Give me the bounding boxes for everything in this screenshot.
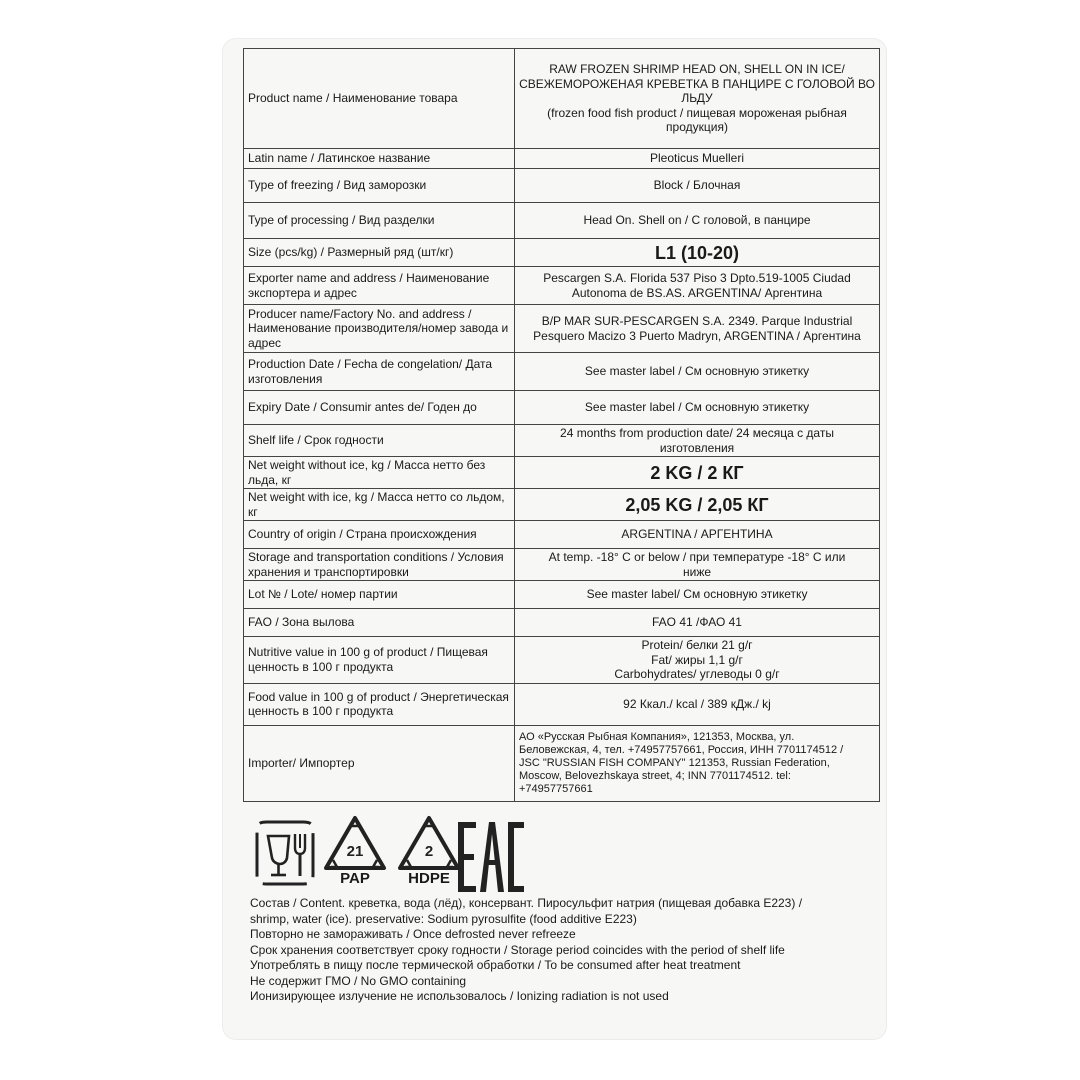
spec-value bbox=[515, 353, 880, 391]
spec-value-line: АО «Русская Рыбная Компания», 121353, Москва, ул. bbox=[519, 730, 795, 743]
spec-key: FAO / Зона вылова bbox=[244, 609, 515, 637]
table-row bbox=[244, 489, 880, 521]
spec-key: Producer name/Factory No. and address / Наименование производителя/номер завода и адрес bbox=[244, 305, 515, 353]
spec-value-line: RAW FROZEN SHRIMP HEAD ON, SHELL ON IN ICE/ bbox=[549, 62, 845, 77]
spec-value-line: Pescargen S.A. Florida 537 Piso 3 Dpto.519-1005 Ciudad bbox=[543, 271, 851, 285]
spec-value bbox=[515, 489, 880, 521]
spec-value-line: See master label / См основную этикетку bbox=[584, 364, 810, 379]
table-row bbox=[244, 203, 880, 239]
table-row bbox=[244, 239, 880, 267]
note-line: Употреблять в пищу после термической обработки / To be consumed after heat treatment bbox=[250, 958, 741, 972]
spec-key: Net weight with ice, kg / Масса нетто со льдом, кг bbox=[244, 489, 515, 521]
spec-value-line: +74957757661 bbox=[519, 782, 593, 795]
table-row bbox=[244, 637, 880, 684]
spec-value bbox=[515, 549, 880, 581]
note-line: Срок хранения соответствует сроку годности / Storage period coincides with the period of shelf life bbox=[250, 942, 785, 957]
recycle-hdpe-caption: HDPE bbox=[408, 870, 450, 887]
table-row bbox=[244, 149, 880, 169]
spec-value bbox=[515, 49, 880, 149]
spec-value-line: See master label/ См основную этикетку bbox=[586, 587, 808, 602]
spec-value-line: Moscow, Belovezhskaya street, 4; INN 7701174512. tel: bbox=[519, 769, 791, 782]
spec-value-line: See master label / См основную этикетку bbox=[584, 400, 810, 415]
food-contact-glass-fork-icon bbox=[253, 818, 317, 893]
product-spec-table bbox=[243, 48, 880, 802]
spec-key: Storage and transportation conditions / Условия хранения и транспортировки bbox=[244, 549, 515, 581]
spec-value-line: (frozen food fish product / пищевая мороженая рыбная bbox=[547, 105, 847, 120]
spec-value bbox=[515, 637, 880, 684]
spec-key: Importer/ Импортер bbox=[244, 725, 515, 801]
spec-value bbox=[515, 609, 880, 637]
spec-key: Country of origin / Страна происхождения bbox=[244, 521, 515, 549]
spec-value bbox=[515, 267, 880, 305]
spec-value-line: ЛЬДУ bbox=[681, 91, 713, 106]
spec-value bbox=[515, 305, 880, 353]
note-line: Не содержит ГМО / No GMO containing bbox=[250, 973, 467, 988]
spec-key: Latin name / Латинское название bbox=[244, 149, 515, 169]
spec-value-line: Pleoticus Muelleri bbox=[649, 151, 745, 166]
spec-key: Type of freezing / Вид заморозки bbox=[244, 169, 515, 203]
table-row bbox=[244, 267, 880, 305]
spec-value-line: Head On. Shell on / С головой, в панцире bbox=[583, 213, 811, 228]
note-line: Ионизирующее излучение не использовалось / Ionizing radiation is not used bbox=[250, 989, 669, 1003]
spec-value-line: B/P MAR SUR-PESCARGEN S.A. 2349. Parque Industrial bbox=[541, 314, 853, 328]
spec-value bbox=[515, 457, 880, 489]
spec-key: Shelf life / Срок годности bbox=[244, 425, 515, 457]
recycle-pap-caption: PAP bbox=[340, 870, 370, 887]
table-row bbox=[244, 49, 880, 149]
spec-value-line: Fat/ жиры 1,1 g/г bbox=[651, 652, 743, 667]
spec-value-line: СВЕЖЕМОРОЖЕНАЯ КРЕВЕТКА В ПАНЦИРЕ С ГОЛОВОЙ ВО bbox=[519, 76, 875, 91]
spec-key: Lot № / Lote/ номер партии bbox=[244, 581, 515, 609]
spec-value bbox=[515, 683, 880, 725]
spec-value-line: L1 (10-20) bbox=[654, 242, 740, 263]
spec-value-line: продукция) bbox=[666, 120, 728, 135]
table-row bbox=[244, 457, 880, 489]
spec-value-line: Pesquero Macizo 3 Puerto Madryn, ARGENTINA / Аргентина bbox=[533, 328, 861, 343]
spec-value bbox=[515, 149, 880, 169]
spec-value-line: изготовления bbox=[659, 440, 735, 455]
spec-key: Food value in 100 g of product / Энергетическая ценность в 100 г продукта bbox=[244, 683, 515, 725]
table-row bbox=[244, 353, 880, 391]
label-notes bbox=[250, 896, 880, 1005]
note-line: shrimp, water (ice). preservative: Sodium pyrosulfite (food additive E223) bbox=[250, 911, 637, 926]
spec-value-line: 92 Ккал./ kcal / 389 кДж./ kj bbox=[623, 696, 771, 711]
certification-icons-row bbox=[248, 814, 878, 900]
table-row bbox=[244, 425, 880, 457]
table-row bbox=[244, 521, 880, 549]
recycle-pap-icon bbox=[322, 814, 388, 887]
spec-value bbox=[515, 169, 880, 203]
table-row bbox=[244, 725, 880, 801]
spec-value-line: 2,05 KG / 2,05 КГ bbox=[625, 494, 769, 515]
recycle-hdpe-icon bbox=[396, 814, 462, 887]
note-line: Повторно не замораживать / Once defrosted never refreeze bbox=[250, 927, 576, 941]
spec-value bbox=[515, 521, 880, 549]
spec-value-line: ниже bbox=[682, 564, 712, 579]
spec-value-line: At temp. -18° C or below / при температуре -18° C или bbox=[548, 550, 846, 564]
spec-value-line: Autonoma de BS.AS. ARGENTINA/ Аргентина bbox=[571, 285, 823, 300]
spec-value bbox=[515, 425, 880, 457]
spec-value bbox=[515, 581, 880, 609]
note-line: Состав / Content. креветка, вода (лёд), консервант. Пиросульфит натрия (пищевая добавка E223) / bbox=[250, 896, 803, 910]
eac-mark-icon bbox=[456, 820, 526, 899]
spec-key: Production Date / Fecha de congelation/ Дата изготовления bbox=[244, 353, 515, 391]
table-row bbox=[244, 305, 880, 353]
spec-value-line: Беловежская, 4, тел. +74957757661, Россия, ИНН 7701174512 / bbox=[519, 743, 844, 756]
spec-value-line: 24 months from production date/ 24 месяца с даты bbox=[560, 426, 834, 440]
spec-value-line: Carbohydrates/ углеводы 0 g/г bbox=[614, 667, 780, 681]
table-row bbox=[244, 391, 880, 425]
spec-key: Net weight without ice, kg / Масса нетто без льда, кг bbox=[244, 457, 515, 489]
spec-value-line: 2 KG / 2 КГ bbox=[650, 462, 744, 483]
spec-key: Expiry Date / Consumir antes de/ Годен до bbox=[244, 391, 515, 425]
spec-value-line: Protein/ белки 21 g/г bbox=[641, 638, 753, 652]
recycle-hdpe-number: 2 bbox=[424, 843, 434, 860]
recycle-pap-number: 21 bbox=[346, 843, 364, 860]
table-row bbox=[244, 549, 880, 581]
spec-value bbox=[515, 239, 880, 267]
spec-value-line: FAO 41 /ФАО 41 bbox=[652, 615, 742, 630]
table-row bbox=[244, 609, 880, 637]
spec-key: Exporter name and address / Наименование экспортера и адрес bbox=[244, 267, 515, 305]
spec-value bbox=[515, 203, 880, 239]
spec-key: Product name / Наименование товара bbox=[244, 49, 515, 149]
spec-key: Type of processing / Вид разделки bbox=[244, 203, 515, 239]
table-row bbox=[244, 683, 880, 725]
spec-value bbox=[515, 725, 880, 801]
spec-value bbox=[515, 391, 880, 425]
spec-value-line: Block / Блочная bbox=[653, 178, 741, 193]
table-row bbox=[244, 169, 880, 203]
spec-value-line: JSC "RUSSIAN FISH COMPANY" 121353, Russian Federation, bbox=[519, 756, 830, 769]
spec-key: Nutritive value in 100 g of product / Пищевая ценность в 100 г продукта bbox=[244, 637, 515, 684]
spec-value-line: ARGENTINA / АРГЕНТИНА bbox=[621, 527, 773, 542]
spec-key: Size (pcs/kg) / Размерный ряд (шт/кг) bbox=[244, 239, 515, 267]
table-row bbox=[244, 581, 880, 609]
